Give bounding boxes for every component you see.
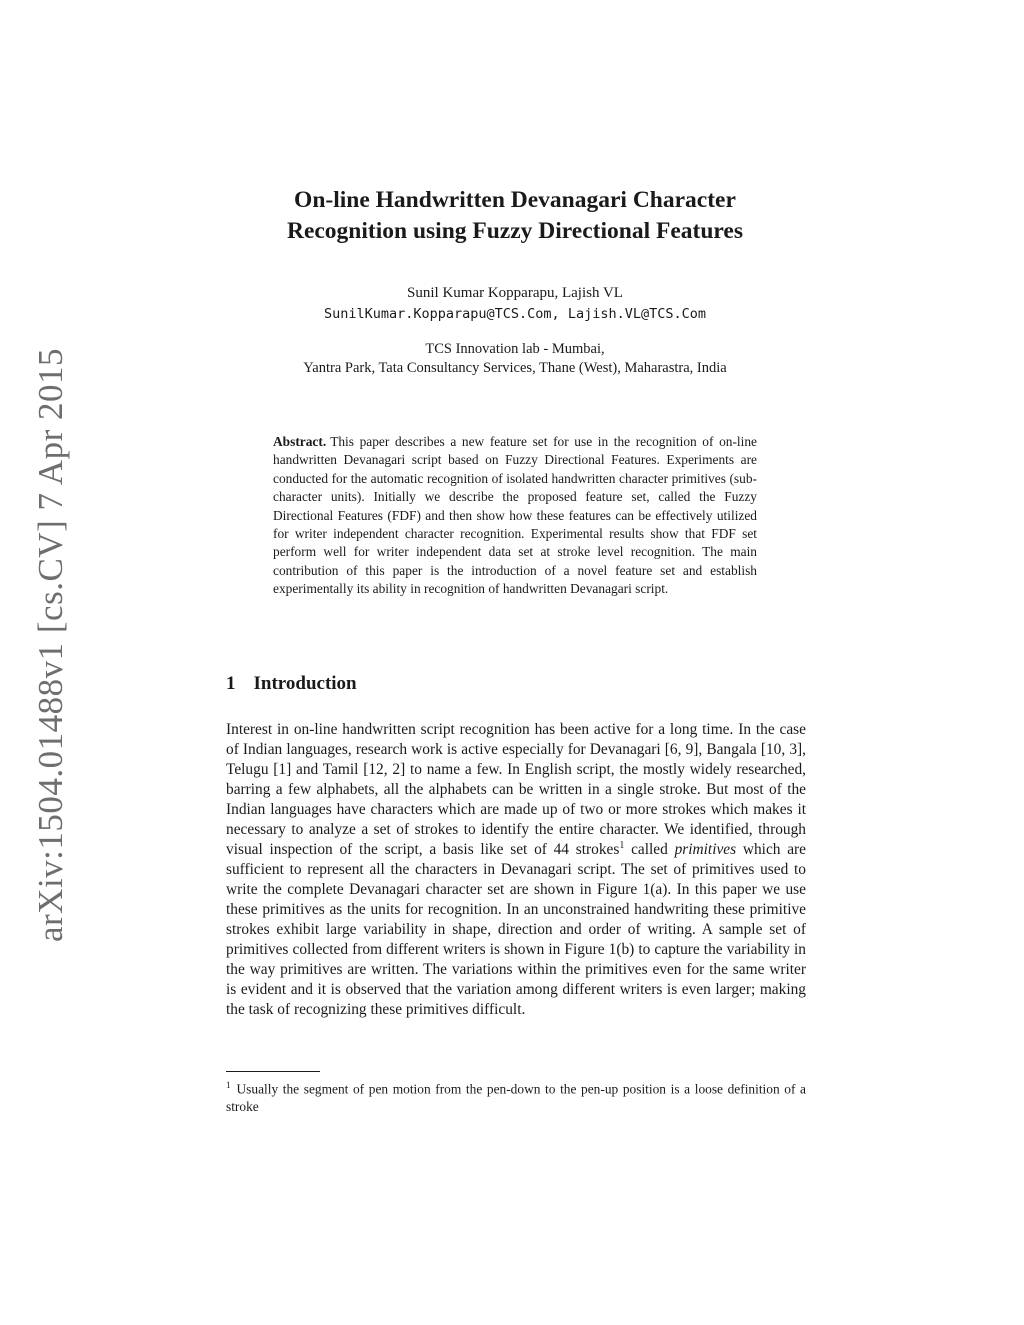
- paragraph-text-part1: Interest in on-line handwritten script recognition has been active for a long time. In the case of Indian languages, research work is active especially for Devanagari [6, 9], Bangala [10, 3], Telugu [1] and Tamil [12, 2] to name a few. In English script, the mostly widely researched, barring a few alphabets, all the alphabets can be written in a single stroke. But most of the Indian languages have characters which are made up of two or more strokes which makes it necessary to analyze a set of strokes to identify the entire character. We identified, through visual inspection of the script, a basis like set of 44 strokes: [226, 721, 806, 858]
- footnote-reference: 1: [619, 839, 625, 851]
- abstract: [273, 433, 757, 599]
- affiliation: [200, 340, 830, 378]
- affiliation-line-1: TCS Innovation lab - Mumbai,: [425, 341, 605, 357]
- section-title: Introduction: [253, 673, 357, 694]
- title-line-2: Recognition using Fuzzy Directional Features: [286, 218, 744, 244]
- author-names: Sunil Kumar Kopparapu, Lajish VL: [407, 285, 623, 301]
- abstract-label: Abstract.: [273, 434, 327, 449]
- arxiv-sidebar: [31, 347, 71, 943]
- author-emails: SunilKumar.Kopparapu@TCS.Com, Lajish.VL@TCS.Com: [323, 306, 706, 322]
- section-number: 1: [226, 673, 236, 694]
- section-heading: [226, 673, 357, 695]
- paper-title: [200, 185, 830, 247]
- paragraph-text-part3: which are sufficient to represent all the characters in Devanagari script. The set of primitives used to write the complete Devanagari character set are shown in Figure 1(a). In this paper we use these primitives as the units for recognition. In an unconstrained handwriting these primitive strokes exhibit large variability in shape, direction and order of writing. A sample set of primitives collected from different writers is shown in Figure 1(b) to capture the variability in the way primitives are written. The variations within the primitives even for the same writer is evident and it is observed that the variation among different writers is even larger; making the task of recognizing these primitives difficult.: [226, 841, 806, 1018]
- footnote-mark: 1: [226, 1080, 231, 1090]
- footnote: [226, 1076, 806, 1116]
- introduction-paragraph: [226, 720, 806, 1020]
- arxiv-identifier: arXiv:1504.01488v1 [cs.CV] 7 Apr 2015: [31, 347, 71, 943]
- abstract-text: This paper describes a new feature set for use in the recognition of on-line handwritten Devanagari script based on Fuzzy Directional Features. Experiments are conducted for the automatic recognition of isolated handwritten character primitives (sub-character units). Initially we describe the proposed feature set, called the Fuzzy Directional Features (FDF) and then show how these features can be effectively utilized for writer independent character recognition. Experimental results show that FDF set perform well for writer independent data set at stroke level recognition. The main contribution of this paper is the introduction of a novel feature set and establish experimentally its ability in recognition of handwritten Devanagari script.: [273, 434, 757, 597]
- emphasized-term: primitives: [674, 841, 737, 858]
- title-line-1: On-line Handwritten Devanagari Character: [294, 187, 736, 213]
- paragraph-text-part2: called: [624, 841, 675, 858]
- footnote-text: Usually the segment of pen motion from the pen-down to the pen-up position is a loose definition of a stroke: [226, 1081, 806, 1115]
- footnote-divider: [226, 1071, 320, 1072]
- affiliation-line-2: Yantra Park, Tata Consultancy Services, Thane (West), Maharastra, India: [303, 360, 727, 376]
